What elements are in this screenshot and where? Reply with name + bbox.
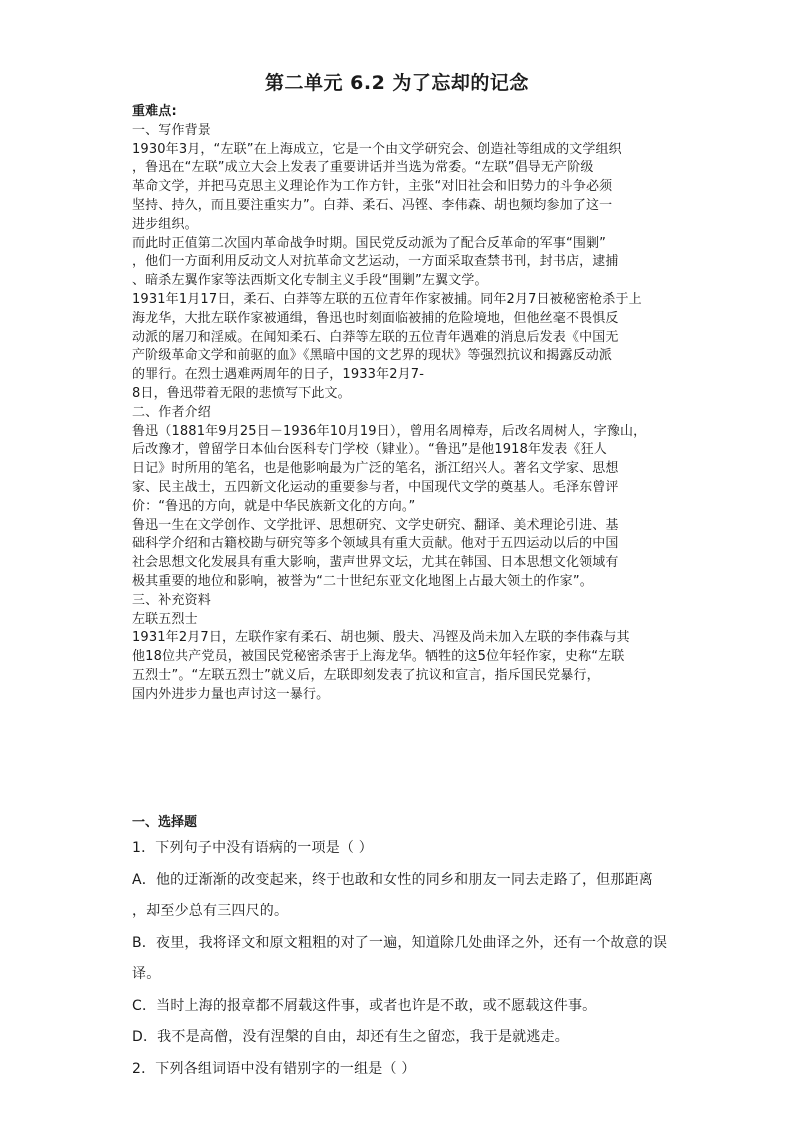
text-line: 1931年1月17日，柔石、白莽等左联的五位青年作家被捕。同年2月7日被秘密枪杀于上 [132, 291, 642, 307]
text-line: 日记》时所用的笔名，也是他影响最为广泛的笔名，浙江绍兴人。著名文学家、思想 [132, 461, 619, 477]
exercise-section [132, 813, 672, 1085]
text-line: 的罪行。在烈士遇难两周年的日子，1933年2月7- [132, 367, 425, 383]
text-line: 进步组织。 [132, 216, 198, 232]
text-line: 他18位共产党员，被国民党秘密杀害于上海龙华。牺牲的这5位年轻作家，史称“左联 [132, 649, 625, 665]
text-line: 8日，鲁迅带着无限的悲愤写下此文。 [132, 385, 351, 401]
text-line: 动派的屠刀和淫威。在闻知柔石、白莽等左联的五位青年遇难的消息后发表《中国无 [132, 329, 619, 345]
text-line: 、暗杀左翼作家等法西斯文化专制主义手段“围剿”左翼文学。 [132, 273, 488, 289]
question-line: B．夜里，我将译文和原文粗粗的对了一遍，知道除几处曲译之外，还有一个故意的误 [132, 934, 668, 951]
question-line: A．他的迂渐渐的改变起来，终于也敢和女性的同乡和朋友一同去走路了，但那距离 [132, 871, 653, 888]
text-line: 1931年2月7日，左联作家有柔石、胡也频、殷夫、冯铿及尚未加入左联的李伟森与其 [132, 630, 630, 646]
text-line: 海龙华，大批左联作家被通缉，鲁迅也时刻面临被捕的危险境地，但他丝毫不畏惧反 [132, 310, 619, 326]
text-line: ，鲁迅在“左联”成立大会上发表了重要讲话并当选为常委。“左联”倡导无产阶级 [132, 160, 594, 176]
question-line: ，却至少总有三四尺的。 [132, 903, 289, 919]
question-line: 1．下列句子中没有语病的一项是（ ） [132, 840, 373, 856]
question-line: C．当时上海的报章都不屑载这件事，或者也许是不敢，或不愿载这件事。 [132, 997, 597, 1014]
text-line: ，他们一方面利用反动文人对抗革命文艺运动，一方面采取查禁书刊，封书店，逮捕 [132, 254, 619, 270]
text-line: 后改豫才，曾留学日本仙台医科专门学校（肄业）。“鲁迅”是他1918年发表《狂人 [132, 442, 607, 458]
text-line: 价：“鲁迅的方向，就是中华民族新文化的方向。” [132, 498, 416, 514]
reading-notes [132, 103, 664, 705]
question-line: 译。 [132, 966, 161, 982]
text-line: 一、写作背景 [132, 122, 211, 138]
text-line: 础科学介绍和古籍校勘与研究等多个领域具有重大贡献。他对于五四运动以后的中国 [132, 536, 619, 552]
text-line: 左联五烈士 [132, 611, 198, 627]
text-line: 家、民主战士，五四新文化运动的重要参与者，中国现代文学的奠基人。毛泽东曾评 [132, 479, 619, 495]
question-list [132, 833, 672, 1085]
text-line: 社会思想文化发展具有重大影响，蜚声世界文坛，尤其在韩国、日本思想文化领域有 [132, 555, 619, 571]
text-line: 革命文学，并把马克思主义理论作为工作方针，主张“对旧社会和旧势力的斗争必须 [132, 179, 613, 195]
background-text [132, 122, 664, 705]
text-line: 而此时正值第二次国内革命战争时期。国民党反动派为了配合反革命的军事“围剿” [132, 235, 607, 251]
question-line: 2．下列各组词语中没有错别字的一组是（ ） [132, 1060, 416, 1077]
text-line: 坚持、持久，而且要注重实力”。白莽、柔石、冯铿、李伟森、胡也频均参加了这一 [132, 197, 613, 213]
section-heading: 一、选择题 [132, 815, 198, 830]
text-line: 鲁迅一生在文学创作、文学批评、思想研究、文学史研究、翻译、美术理论引进、基 [132, 517, 619, 533]
question-line: D．我不是高僧，没有涅槃的自由，却还有生之留恋，我于是就逃走。 [132, 1029, 569, 1045]
key-points-label: 重难点: [132, 104, 177, 119]
text-line: 极其重要的地位和影响，被誉为“二十世纪东亚文化地图上占最大领土的作家”。 [132, 573, 593, 589]
text-line: 1930年3月，“左联”在上海成立，它是一个由文学研究会、创造社等组成的文学组织 [132, 141, 622, 157]
text-line: 二、作者介绍 [132, 404, 211, 420]
text-line: 国内外进步力量也声讨这一暴行。 [132, 686, 330, 702]
text-line: 鲁迅（1881年9月25日－1936年10月19日），曾用名周樟寿，后改名周树人，字豫山， [132, 423, 647, 439]
text-line: 产阶级革命文学和前驱的血》《黑暗中国的文艺界的现状》等强烈抗议和揭露反动派 [132, 348, 613, 364]
text-line: 五烈士”。“左联五烈士”就义后，左联即刻发表了抗议和宣言，指斥国民党暴行， [132, 667, 600, 683]
text-line: 三、补充资料 [132, 592, 211, 608]
page-title: 第二单元 6.2 为了忘却的记念 [265, 72, 529, 94]
